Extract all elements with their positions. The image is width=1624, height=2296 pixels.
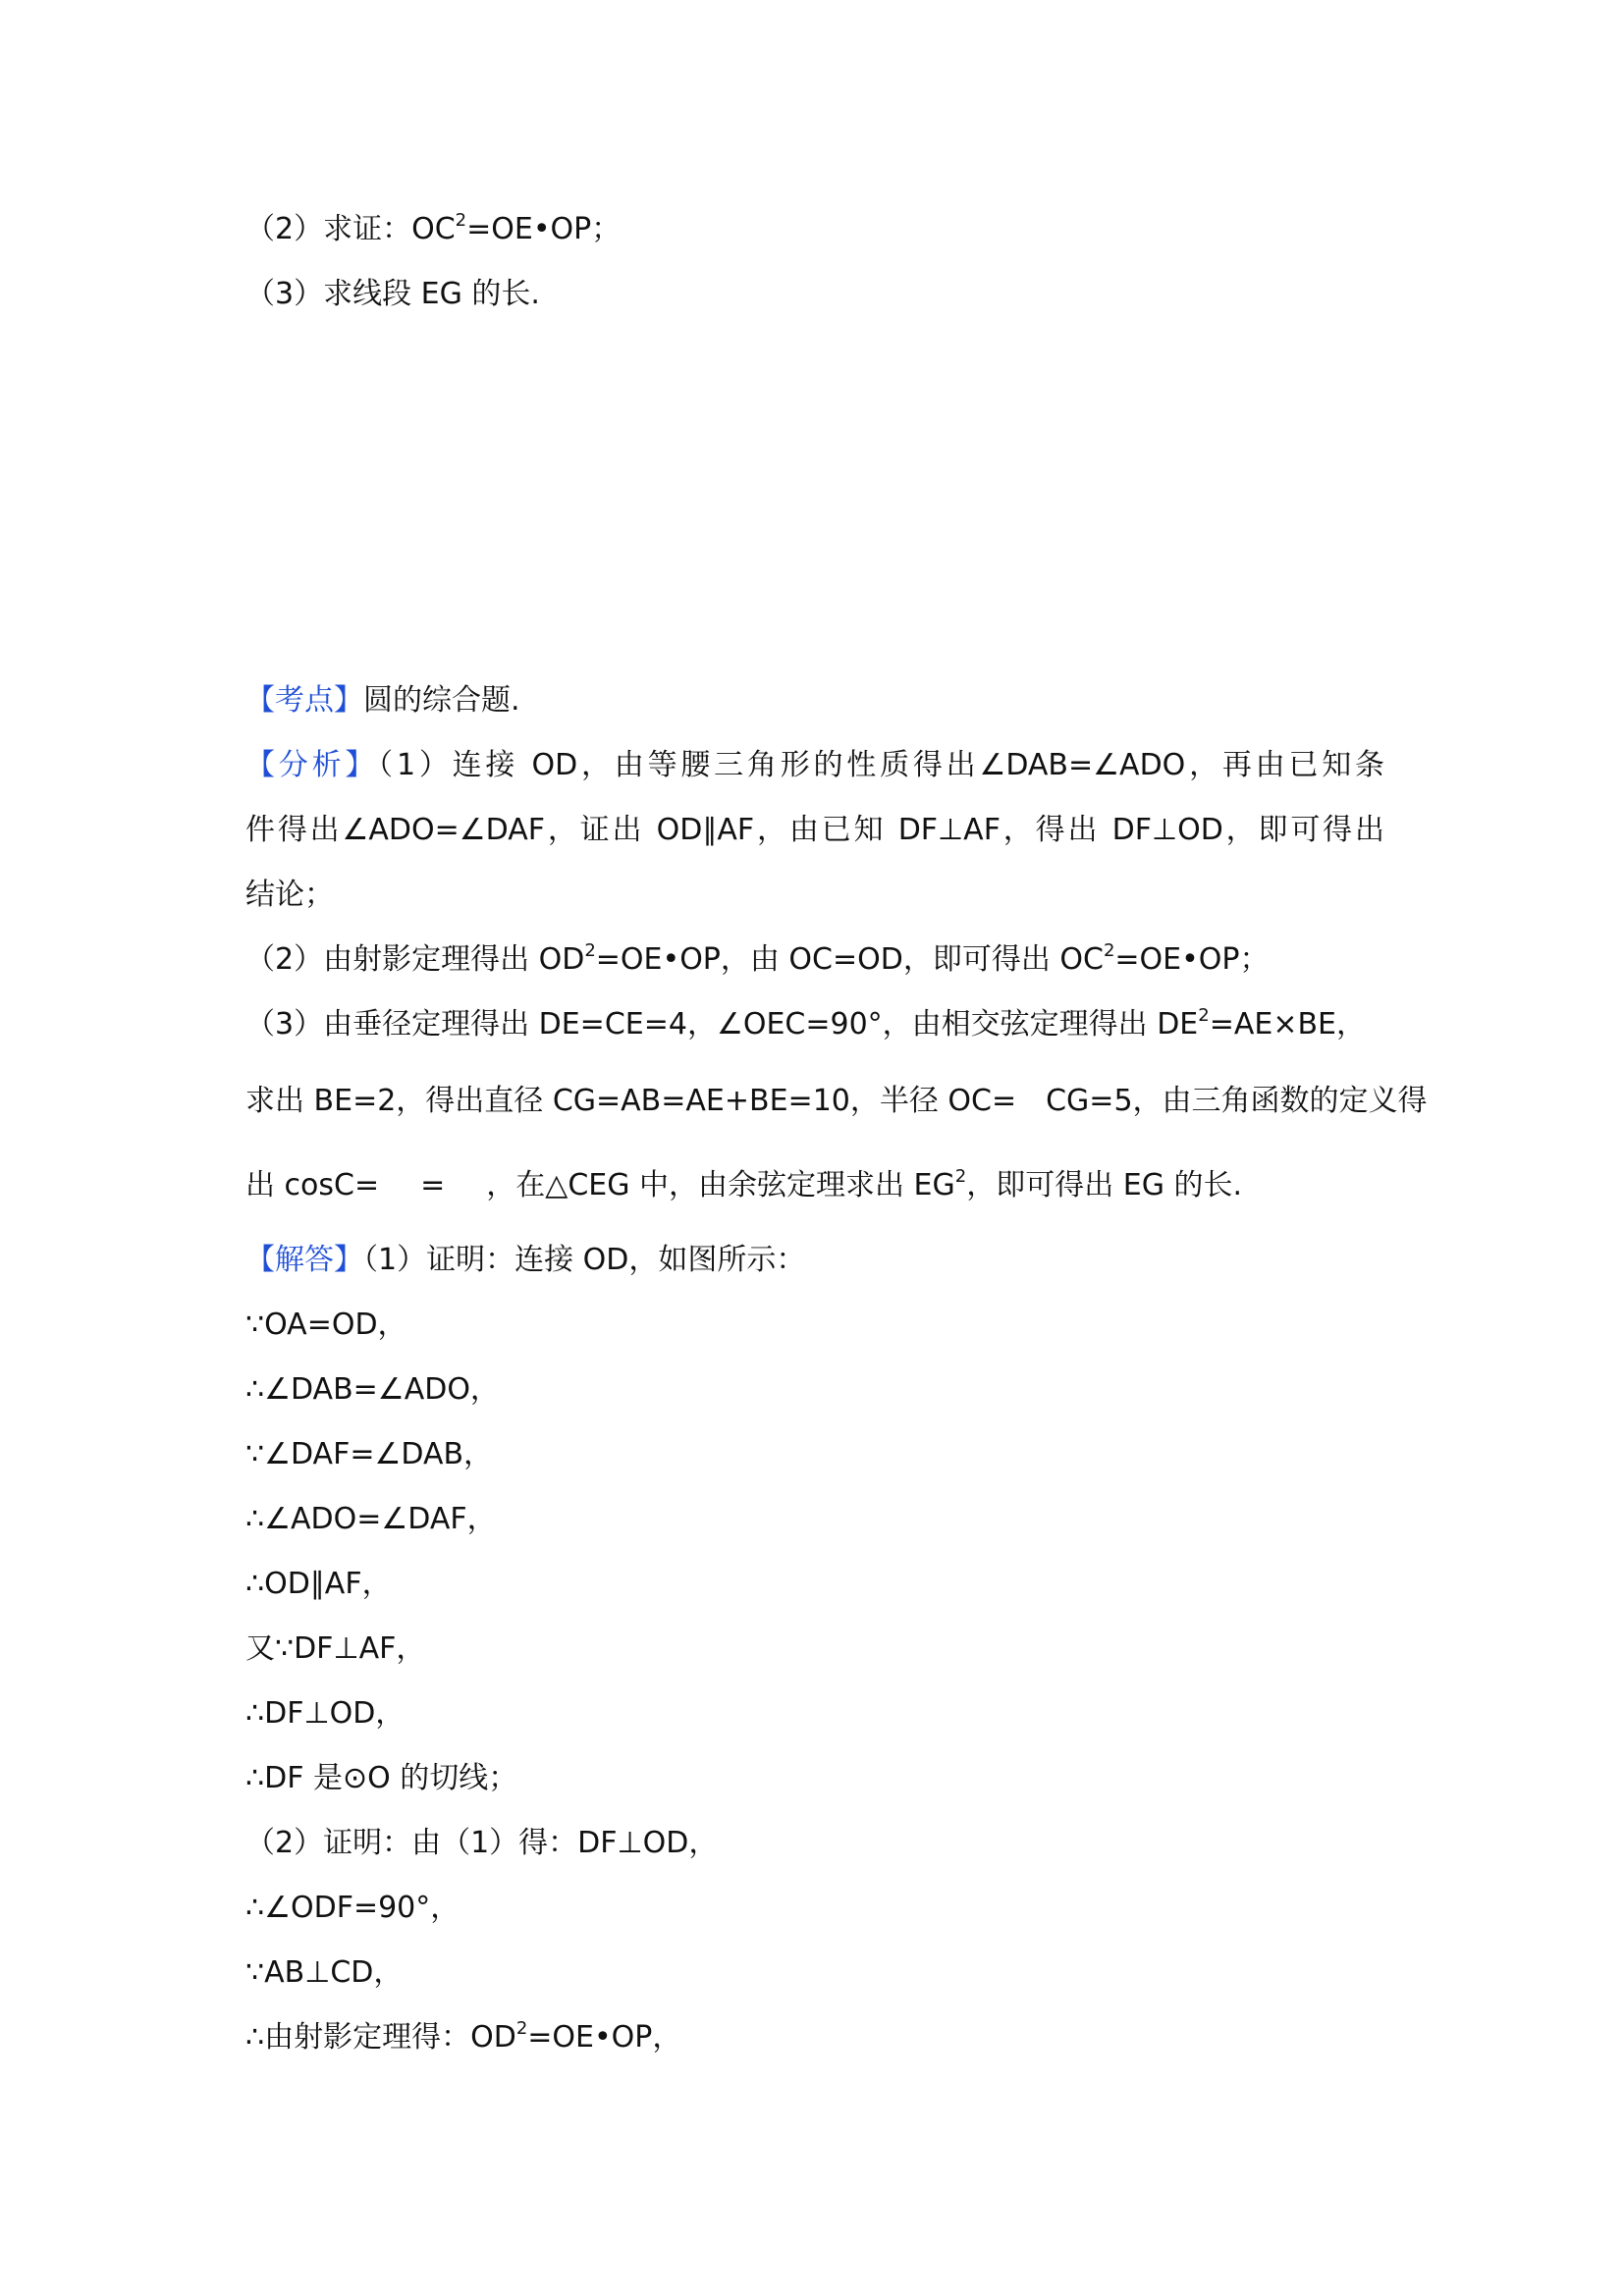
jieda-step: ∵OA=OD， [245, 1308, 407, 1342]
jieda-step: ∴DF⊥OD， [245, 1696, 406, 1731]
jieda-tag: 【解答】 [245, 1243, 363, 1277]
jieda-intro: 【解答】（1）证明：连接 OD，如图所示： [245, 1243, 806, 1277]
jieda-step-last: ∴由射影定理得：$OD^2=OE•OP$， [245, 2018, 682, 2055]
fenxi-line-5: （3）由垂径定理得出 DE=CE=4，∠OEC=90°，由相交弦定理得出 $DE^2=AE\times BE$， [245, 1005, 1367, 1041]
jieda-step: ∵∠DAF=∠DAB， [245, 1437, 494, 1471]
question-part-2: （2）求证：$OC^2=OE•OP$； [245, 210, 622, 246]
fenxi-line-6: 求出 BE=2，得出直径 CG=AB=AE+BE=10，半径 OC= CG=5，由三角函数的定义得 [245, 1084, 1428, 1118]
jieda-step: ∴OD∥AF， [245, 1567, 392, 1601]
jieda-step: ∴∠ADO=∠DAF， [245, 1502, 497, 1536]
fenxi-line-2: 件得出∠ADO=∠DAF，证出 OD∥AF，由已知 DF⊥AF，得出 DF⊥OD，即可得出 [245, 813, 1384, 847]
jieda-step: 又∵DF⊥AF， [245, 1631, 426, 1666]
jieda-step: ∴∠ODF=90°， [245, 1891, 460, 1925]
kaodian-line: 【考点】圆的综合题. [245, 683, 520, 718]
fenxi-line-3: 结论； [245, 878, 334, 912]
jieda-step: ∴∠DAB=∠ADO， [245, 1372, 500, 1407]
kaodian-tag: 【考点】 [245, 683, 363, 718]
fenxi-tag: 【分析】 [245, 748, 379, 782]
fenxi-line-1: 【分析】（1）连接 OD，由等腰三角形的性质得出∠DAB=∠ADO，再由已知条 [245, 748, 1384, 782]
fenxi-line-7: 出 cosC= = ，在△CEG 中，由余弦定理求出 $EG^2$，即可得出 EG 的长. [245, 1166, 1243, 1202]
jieda-step: ∵AB⊥CD， [245, 1955, 404, 1990]
jieda-step: ∴DF 是⊙O 的切线； [245, 1761, 518, 1795]
question-part-3: （3）求线段 EG 的长. [245, 277, 540, 311]
fenxi-line-4: （2）由射影定理得出 $OD^2=OE•OP$，由 OC=OD，即可得出 $OC^2=OE•OP$； [245, 940, 1270, 977]
jieda-step: （2）证明：由（1）得：DF⊥OD， [245, 1826, 719, 1860]
